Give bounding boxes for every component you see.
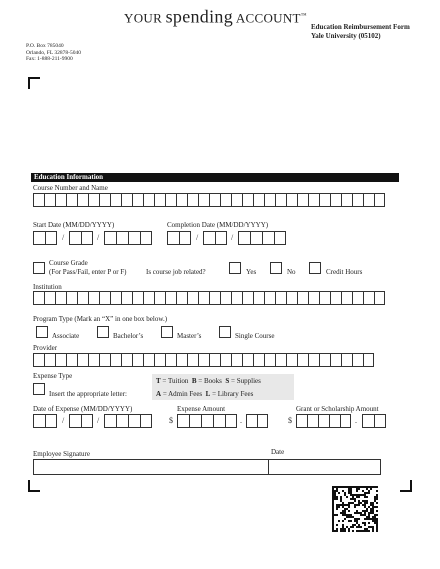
expense-month-input[interactable] bbox=[33, 414, 57, 428]
barcode-module bbox=[336, 498, 338, 500]
character-cell[interactable] bbox=[104, 414, 116, 428]
completion-date-slash-1: / bbox=[196, 233, 199, 242]
character-cell[interactable] bbox=[286, 193, 297, 207]
barcode-module bbox=[372, 530, 374, 532]
barcode-module bbox=[358, 518, 360, 520]
legend-b-code: B bbox=[191, 377, 197, 385]
credit-hours-label: Credit Hours bbox=[326, 268, 363, 276]
character-cell[interactable] bbox=[246, 414, 257, 428]
institution-label: Institution bbox=[33, 283, 62, 291]
grant-dollars-input[interactable] bbox=[296, 414, 351, 428]
character-cell[interactable] bbox=[374, 414, 386, 428]
barcode-module bbox=[368, 530, 370, 532]
barcode-module bbox=[376, 530, 378, 532]
character-cell[interactable] bbox=[165, 291, 176, 305]
barcode-module bbox=[338, 506, 340, 508]
character-cell[interactable] bbox=[262, 231, 274, 245]
section-header: Education Information bbox=[31, 173, 399, 182]
character-cell[interactable] bbox=[209, 291, 220, 305]
barcode-module bbox=[336, 524, 338, 526]
character-cell[interactable] bbox=[81, 414, 93, 428]
barcode-module bbox=[348, 530, 350, 532]
character-cell[interactable] bbox=[352, 353, 363, 367]
single-course-checkbox[interactable] bbox=[219, 326, 231, 338]
character-cell[interactable] bbox=[45, 414, 57, 428]
character-cell[interactable] bbox=[231, 353, 242, 367]
character-cell[interactable] bbox=[340, 414, 351, 428]
character-cell[interactable] bbox=[140, 231, 152, 245]
legend-s-code: S bbox=[225, 377, 230, 385]
corner-mark-top-left bbox=[28, 77, 40, 89]
character-cell[interactable] bbox=[44, 193, 55, 207]
provider-input[interactable] bbox=[33, 353, 374, 367]
expense-decimal-point: . bbox=[240, 416, 242, 425]
character-cell[interactable] bbox=[319, 291, 330, 305]
associate-checkbox[interactable] bbox=[36, 326, 48, 338]
character-cell[interactable] bbox=[257, 414, 268, 428]
character-cell[interactable] bbox=[33, 193, 44, 207]
character-cell[interactable] bbox=[132, 291, 143, 305]
single-course-label: Single Course bbox=[235, 332, 275, 340]
barcode-module bbox=[366, 502, 368, 504]
character-cell[interactable] bbox=[99, 193, 110, 207]
address-line-1: P.O. Box 785040 bbox=[26, 43, 64, 49]
character-cell[interactable] bbox=[352, 291, 363, 305]
character-cell[interactable] bbox=[77, 193, 88, 207]
barcode-module bbox=[376, 514, 378, 516]
character-cell[interactable] bbox=[253, 353, 264, 367]
character-cell[interactable] bbox=[220, 193, 231, 207]
barcode-module bbox=[338, 520, 340, 522]
character-cell[interactable] bbox=[242, 193, 253, 207]
character-cell[interactable] bbox=[275, 291, 286, 305]
legend-t-code: T bbox=[156, 377, 161, 385]
barcode-module bbox=[376, 486, 378, 488]
character-cell[interactable] bbox=[286, 291, 297, 305]
brand-prefix: YOUR bbox=[124, 10, 163, 26]
character-cell[interactable] bbox=[154, 193, 165, 207]
character-cell[interactable] bbox=[352, 193, 363, 207]
character-cell[interactable] bbox=[341, 353, 352, 367]
character-cell[interactable] bbox=[55, 291, 66, 305]
completion-date-label: Completion Date (MM/DD/YYYY) bbox=[167, 221, 269, 229]
character-cell[interactable] bbox=[264, 353, 275, 367]
mailing-address bbox=[26, 43, 81, 63]
barcode-module bbox=[336, 530, 338, 532]
no-label: No bbox=[287, 268, 296, 276]
character-cell[interactable] bbox=[121, 291, 132, 305]
legend-a-label: = Admin Fees bbox=[162, 390, 203, 398]
legend-row-2 bbox=[156, 390, 253, 398]
org-name: Yale University (05102) bbox=[311, 32, 381, 40]
character-cell[interactable] bbox=[104, 231, 116, 245]
yes-label: Yes bbox=[246, 268, 257, 276]
character-cell[interactable] bbox=[238, 231, 250, 245]
character-cell[interactable] bbox=[167, 231, 179, 245]
character-cell[interactable] bbox=[215, 231, 227, 245]
brand-logo bbox=[124, 7, 307, 27]
character-cell[interactable] bbox=[128, 231, 140, 245]
barcode-module bbox=[336, 514, 338, 516]
character-cell[interactable] bbox=[33, 231, 45, 245]
character-cell[interactable] bbox=[110, 291, 121, 305]
yes-checkbox[interactable] bbox=[229, 262, 241, 274]
expense-date-slash-1: / bbox=[62, 416, 65, 425]
character-cell[interactable] bbox=[363, 193, 374, 207]
character-cell[interactable] bbox=[242, 291, 253, 305]
character-cell[interactable] bbox=[213, 414, 225, 428]
brand-main: spending bbox=[165, 6, 234, 27]
character-cell[interactable] bbox=[374, 193, 385, 207]
character-cell[interactable] bbox=[307, 414, 318, 428]
character-cell[interactable] bbox=[319, 193, 330, 207]
expense-dollars-input[interactable] bbox=[177, 414, 237, 428]
character-cell[interactable] bbox=[165, 353, 176, 367]
character-cell[interactable] bbox=[330, 291, 341, 305]
completion-date-slash-2: / bbox=[231, 233, 234, 242]
character-cell[interactable] bbox=[319, 353, 330, 367]
course-number-label: Course Number and Name bbox=[33, 184, 108, 192]
legend-l-label: = Library Fees bbox=[212, 390, 254, 398]
date-label: Date bbox=[271, 448, 285, 456]
completion-month-input[interactable] bbox=[167, 231, 191, 245]
barcode-module bbox=[376, 490, 378, 492]
provider-label: Provider bbox=[33, 344, 58, 352]
employee-signature-label: Employee Signature bbox=[33, 450, 90, 458]
start-day-input[interactable] bbox=[69, 231, 93, 245]
character-cell[interactable] bbox=[318, 414, 329, 428]
character-cell[interactable] bbox=[308, 193, 319, 207]
institution-input[interactable] bbox=[33, 291, 385, 305]
character-cell[interactable] bbox=[330, 193, 341, 207]
character-cell[interactable] bbox=[140, 414, 152, 428]
barcode-module bbox=[376, 498, 378, 500]
character-cell[interactable] bbox=[308, 353, 319, 367]
address-line-2: Orlando, FL 32878-5040 bbox=[26, 49, 81, 56]
character-cell[interactable] bbox=[33, 353, 44, 367]
character-cell[interactable] bbox=[88, 353, 99, 367]
barcode-module bbox=[368, 492, 370, 494]
character-cell[interactable] bbox=[110, 353, 121, 367]
character-cell[interactable] bbox=[296, 414, 307, 428]
character-cell[interactable] bbox=[77, 291, 88, 305]
barcode-module bbox=[358, 488, 360, 490]
barcode-module bbox=[376, 510, 378, 512]
character-cell[interactable] bbox=[81, 231, 93, 245]
signature-date-input[interactable] bbox=[268, 459, 381, 475]
insert-letter-label: Insert the appropriate letter: bbox=[49, 390, 127, 398]
start-date-slash-2: / bbox=[97, 233, 100, 242]
character-cell[interactable] bbox=[116, 414, 128, 428]
character-cell[interactable] bbox=[209, 353, 220, 367]
legend-a-code: A bbox=[156, 390, 162, 398]
character-cell[interactable] bbox=[275, 353, 286, 367]
character-cell[interactable] bbox=[363, 353, 374, 367]
character-cell[interactable] bbox=[116, 231, 128, 245]
expense-type-input[interactable] bbox=[33, 383, 45, 395]
character-cell[interactable] bbox=[225, 414, 237, 428]
character-cell[interactable] bbox=[308, 291, 319, 305]
character-cell[interactable] bbox=[143, 353, 154, 367]
character-cell[interactable] bbox=[362, 414, 374, 428]
character-cell[interactable] bbox=[297, 291, 308, 305]
character-cell[interactable] bbox=[154, 353, 165, 367]
expense-date-slash-2: / bbox=[97, 416, 100, 425]
barcode-module bbox=[338, 492, 340, 494]
barcode-module bbox=[358, 504, 360, 506]
character-cell[interactable] bbox=[176, 353, 187, 367]
credit-hours-input[interactable] bbox=[309, 262, 321, 274]
character-cell[interactable] bbox=[242, 353, 253, 367]
character-cell[interactable] bbox=[329, 414, 340, 428]
character-cell[interactable] bbox=[374, 291, 385, 305]
barcode-module bbox=[354, 500, 356, 502]
character-cell[interactable] bbox=[275, 193, 286, 207]
character-cell[interactable] bbox=[45, 231, 57, 245]
character-cell[interactable] bbox=[189, 414, 201, 428]
character-cell[interactable] bbox=[297, 353, 308, 367]
character-cell[interactable] bbox=[250, 231, 262, 245]
character-cell[interactable] bbox=[187, 353, 198, 367]
expense-dollar-sign: $ bbox=[169, 416, 173, 425]
character-cell[interactable] bbox=[341, 291, 352, 305]
character-cell[interactable] bbox=[231, 291, 242, 305]
bachelors-checkbox[interactable] bbox=[97, 326, 109, 338]
barcode-module bbox=[376, 502, 378, 504]
barcode-module bbox=[358, 496, 360, 498]
character-cell[interactable] bbox=[198, 193, 209, 207]
form-title-block bbox=[311, 23, 410, 41]
character-cell[interactable] bbox=[297, 193, 308, 207]
character-cell[interactable] bbox=[253, 193, 264, 207]
start-date-slash-1: / bbox=[62, 233, 65, 242]
character-cell[interactable] bbox=[55, 353, 66, 367]
character-cell[interactable] bbox=[198, 291, 209, 305]
barcode-module bbox=[336, 508, 338, 510]
bachelors-label: Bachelor’s bbox=[113, 332, 144, 340]
grant-dollar-sign: $ bbox=[288, 416, 292, 425]
character-cell[interactable] bbox=[66, 193, 77, 207]
character-cell[interactable] bbox=[203, 231, 215, 245]
fax-number: Fax: 1-888-211-9900 bbox=[26, 56, 73, 62]
completion-day-input[interactable] bbox=[203, 231, 227, 245]
character-cell[interactable] bbox=[143, 193, 154, 207]
legend-s-label: = Supplies bbox=[231, 377, 261, 385]
character-cell[interactable] bbox=[264, 291, 275, 305]
barcode-module bbox=[376, 506, 378, 508]
character-cell[interactable] bbox=[88, 291, 99, 305]
expense-year-input[interactable] bbox=[104, 414, 152, 428]
character-cell[interactable] bbox=[176, 193, 187, 207]
character-cell[interactable] bbox=[330, 353, 341, 367]
character-cell[interactable] bbox=[132, 193, 143, 207]
barcode-module bbox=[346, 496, 348, 498]
barcode-module bbox=[356, 490, 358, 492]
legend-l-code: L bbox=[205, 390, 211, 398]
legend-t-label: = Tuition bbox=[162, 377, 189, 385]
character-cell[interactable] bbox=[187, 193, 198, 207]
legend-b-label: = Books bbox=[198, 377, 222, 385]
character-cell[interactable] bbox=[176, 291, 187, 305]
character-cell[interactable] bbox=[121, 193, 132, 207]
barcode-module bbox=[352, 526, 354, 528]
job-related-label: Is course job related? bbox=[146, 268, 206, 276]
character-cell[interactable] bbox=[88, 193, 99, 207]
start-date-label: Start Date (MM/DD/YYYY) bbox=[33, 221, 115, 229]
character-cell[interactable] bbox=[55, 193, 66, 207]
barcode-module bbox=[370, 488, 372, 490]
date-of-expense-label: Date of Expense (MM/DD/YYYY) bbox=[33, 405, 133, 413]
character-cell[interactable] bbox=[220, 353, 231, 367]
brand-tm: ™ bbox=[300, 13, 307, 19]
character-cell[interactable] bbox=[177, 414, 189, 428]
employee-signature-input[interactable] bbox=[33, 459, 269, 475]
grant-amount-label: Grant or Scholarship Amount bbox=[296, 405, 379, 413]
character-cell[interactable] bbox=[231, 193, 242, 207]
character-cell[interactable] bbox=[201, 414, 213, 428]
brand-suffix: ACCOUNT bbox=[235, 10, 301, 26]
expense-cents-input[interactable] bbox=[246, 414, 268, 428]
masters-label: Master’s bbox=[177, 332, 202, 340]
barcode-module bbox=[368, 522, 370, 524]
completion-year-input[interactable] bbox=[238, 231, 286, 245]
start-month-input[interactable] bbox=[33, 231, 57, 245]
character-cell[interactable] bbox=[220, 291, 231, 305]
barcode-module bbox=[352, 530, 354, 532]
character-cell[interactable] bbox=[154, 291, 165, 305]
character-cell[interactable] bbox=[187, 291, 198, 305]
barcode-icon bbox=[332, 486, 378, 532]
character-cell[interactable] bbox=[128, 414, 140, 428]
barcode-module bbox=[344, 518, 346, 520]
course-grade-label: Course Grade bbox=[49, 259, 88, 267]
form-title: Education Reimbursement Form bbox=[311, 23, 410, 31]
barcode-module bbox=[344, 530, 346, 532]
character-cell[interactable] bbox=[99, 291, 110, 305]
character-cell[interactable] bbox=[66, 353, 77, 367]
character-cell[interactable] bbox=[274, 231, 286, 245]
character-cell[interactable] bbox=[198, 353, 209, 367]
no-checkbox[interactable] bbox=[270, 262, 282, 274]
program-type-label: Program Type (Mark an “X” in one box below.) bbox=[33, 315, 168, 323]
legend-row-1 bbox=[156, 377, 261, 385]
character-cell[interactable] bbox=[363, 291, 374, 305]
barcode-module bbox=[348, 506, 350, 508]
masters-checkbox[interactable] bbox=[161, 326, 173, 338]
grant-cents-input[interactable] bbox=[362, 414, 386, 428]
barcode-module bbox=[354, 506, 356, 508]
character-cell[interactable] bbox=[69, 231, 81, 245]
course-number-input[interactable] bbox=[33, 193, 385, 207]
character-cell[interactable] bbox=[66, 291, 77, 305]
corner-mark-bottom-left bbox=[28, 480, 40, 492]
corner-mark-bottom-right bbox=[400, 480, 412, 492]
character-cell[interactable] bbox=[253, 291, 264, 305]
expense-day-input[interactable] bbox=[69, 414, 93, 428]
barcode-module bbox=[366, 496, 368, 498]
character-cell[interactable] bbox=[165, 193, 176, 207]
character-cell[interactable] bbox=[33, 291, 44, 305]
character-cell[interactable] bbox=[341, 193, 352, 207]
character-cell[interactable] bbox=[33, 414, 45, 428]
barcode-module bbox=[350, 520, 352, 522]
character-cell[interactable] bbox=[132, 353, 143, 367]
character-cell[interactable] bbox=[179, 231, 191, 245]
expense-type-label: Expense Type bbox=[33, 372, 73, 380]
character-cell[interactable] bbox=[121, 353, 132, 367]
barcode-module bbox=[364, 524, 366, 526]
start-year-input[interactable] bbox=[104, 231, 152, 245]
character-cell[interactable] bbox=[209, 193, 220, 207]
character-cell[interactable] bbox=[77, 353, 88, 367]
barcode-module bbox=[342, 520, 344, 522]
character-cell[interactable] bbox=[69, 414, 81, 428]
character-cell[interactable] bbox=[99, 353, 110, 367]
character-cell[interactable] bbox=[286, 353, 297, 367]
character-cell[interactable] bbox=[44, 353, 55, 367]
barcode-module bbox=[348, 510, 350, 512]
course-grade-note: (For Pass/Fail, enter P or F) bbox=[49, 268, 127, 276]
character-cell[interactable] bbox=[264, 193, 275, 207]
character-cell[interactable] bbox=[110, 193, 121, 207]
barcode-module bbox=[360, 526, 362, 528]
grant-decimal-point: . bbox=[355, 416, 357, 425]
character-cell[interactable] bbox=[143, 291, 154, 305]
character-cell[interactable] bbox=[44, 291, 55, 305]
course-grade-input[interactable] bbox=[33, 262, 45, 274]
expense-amount-label: Expense Amount bbox=[177, 405, 226, 413]
associate-label: Associate bbox=[52, 332, 80, 340]
